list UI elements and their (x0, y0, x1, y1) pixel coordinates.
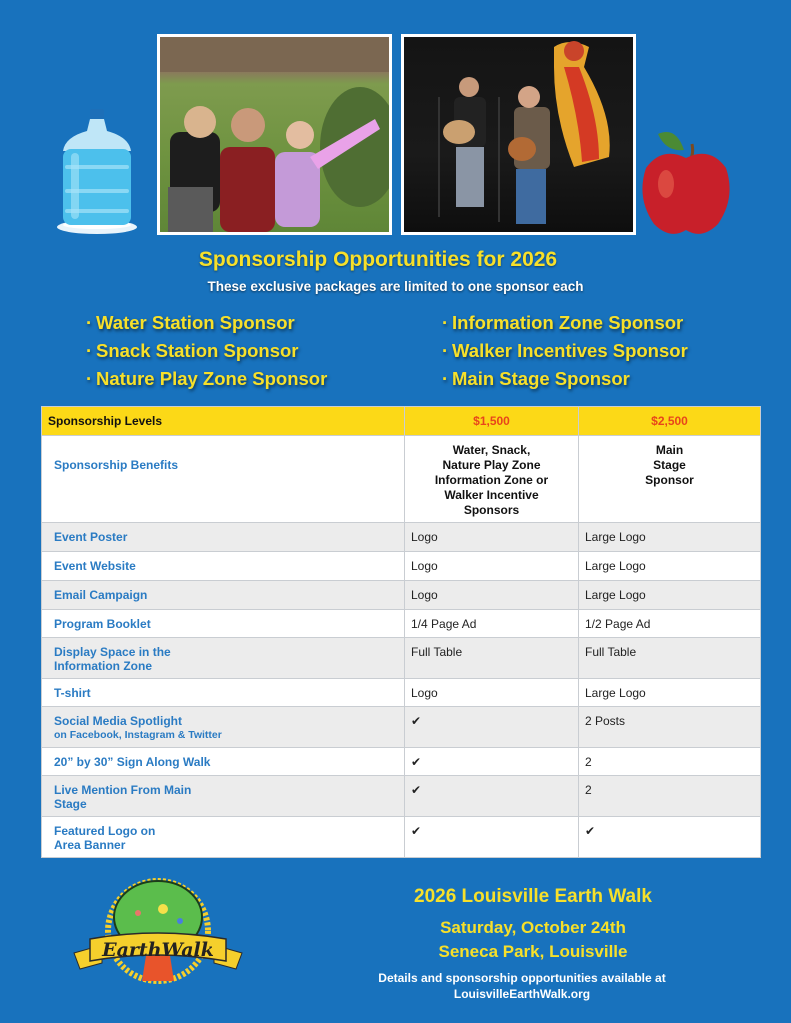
bullet-icon: · (86, 368, 93, 389)
water-jug-icon (55, 105, 139, 235)
header-levels: Sponsorship Levels (42, 407, 405, 436)
page-subtitle: These exclusive packages are limited to one sponsor each (207, 279, 584, 294)
sponsor-list-item: · Walker Incentives Sponsor (442, 337, 688, 365)
bullet-icon: · (442, 340, 449, 361)
table-row (42, 610, 761, 638)
table-row (42, 679, 761, 707)
sponsor-list-item: · Information Zone Sponsor (442, 309, 688, 337)
table-row (42, 748, 761, 776)
sponsor-list-item: · Water Station Sponsor (86, 309, 327, 337)
benefit-label: Email Campaign (42, 581, 405, 610)
value-1500: 1/4 Page Ad (405, 610, 579, 638)
sponsor-list-item: · Snack Station Sponsor (86, 337, 327, 365)
value-2500: Full Table (579, 638, 761, 679)
sponsor-list-item: · Main Stage Sponsor (442, 365, 688, 393)
table-row (42, 817, 761, 858)
benefit-label: Live Mention From Main Stage (42, 776, 405, 817)
bullet-icon: · (86, 312, 93, 333)
header-price-2500: $2,500 (579, 407, 761, 436)
check-icon: ✔ (405, 817, 579, 858)
sponsor-list-left (86, 309, 327, 393)
value-1500: Logo (405, 581, 579, 610)
value-2500: Large Logo (579, 679, 761, 707)
children-pointing-photo (157, 34, 392, 235)
logo-text: EarthWalk (102, 939, 214, 961)
sponsorship-table (41, 406, 761, 858)
check-icon: ✔ (579, 817, 761, 858)
value-1500: Logo (405, 552, 579, 581)
sponsor-list-item: · Nature Play Zone Sponsor (86, 365, 327, 393)
musicians-on-stage-photo (401, 34, 636, 235)
value-1500: Full Table (405, 638, 579, 679)
value-2500: Large Logo (579, 552, 761, 581)
benefits-col2: Main Stage Sponsor (579, 436, 761, 523)
page-title: Sponsorship Opportunities for 2026 (198, 248, 558, 271)
table-row (42, 638, 761, 679)
check-icon: ✔ (405, 748, 579, 776)
event-date: Saturday, October 24th (440, 918, 626, 937)
table-row (42, 707, 761, 748)
value-2500: 1/2 Page Ad (579, 610, 761, 638)
table-header-row (42, 407, 761, 436)
value-1500: Logo (405, 523, 579, 552)
benefits-row (42, 436, 761, 523)
value-2500: Large Logo (579, 581, 761, 610)
value-2500: 2 (579, 776, 761, 817)
bullet-icon: · (442, 368, 449, 389)
value-1500: Logo (405, 679, 579, 707)
value-2500: 2 Posts (579, 707, 761, 748)
table-row (42, 776, 761, 817)
bullet-icon: · (442, 312, 449, 333)
benefit-label: Program Booklet (42, 610, 405, 638)
apple-icon (640, 128, 732, 236)
table-row (42, 523, 761, 552)
benefit-label: Featured Logo on Area Banner (42, 817, 405, 858)
benefit-label: Event Website (42, 552, 405, 581)
event-url-link[interactable]: LouisvilleEarthWalk.org (453, 987, 591, 1001)
benefit-label: 20” by 30” Sign Along Walk (42, 748, 405, 776)
value-2500: Large Logo (579, 523, 761, 552)
benefit-label: T-shirt (42, 679, 405, 707)
benefit-label: Display Space in the Information Zone (42, 638, 405, 679)
event-details: Details and sponsorship opportunities available at (378, 971, 666, 985)
bullet-icon: · (86, 340, 93, 361)
header-price-1500: $1,500 (405, 407, 579, 436)
event-place: Seneca Park, Louisville (438, 942, 628, 961)
table-row (42, 552, 761, 581)
benefits-label: Sponsorship Benefits (42, 436, 405, 523)
benefit-label: Event Poster (42, 523, 405, 552)
table-row (42, 581, 761, 610)
check-icon: ✔ (405, 707, 579, 748)
earthwalk-logo (68, 873, 248, 993)
sponsor-list-right (442, 309, 688, 393)
benefit-label: Social Media Spotlight on Facebook, Instagram & Twitter (42, 707, 405, 748)
value-2500: 2 (579, 748, 761, 776)
event-title: 2026 Louisville Earth Walk (414, 886, 652, 907)
benefits-col1: Water, Snack, Nature Play Zone Information Zone or Walker Incentive Sponsors (405, 436, 579, 523)
check-icon: ✔ (405, 776, 579, 817)
